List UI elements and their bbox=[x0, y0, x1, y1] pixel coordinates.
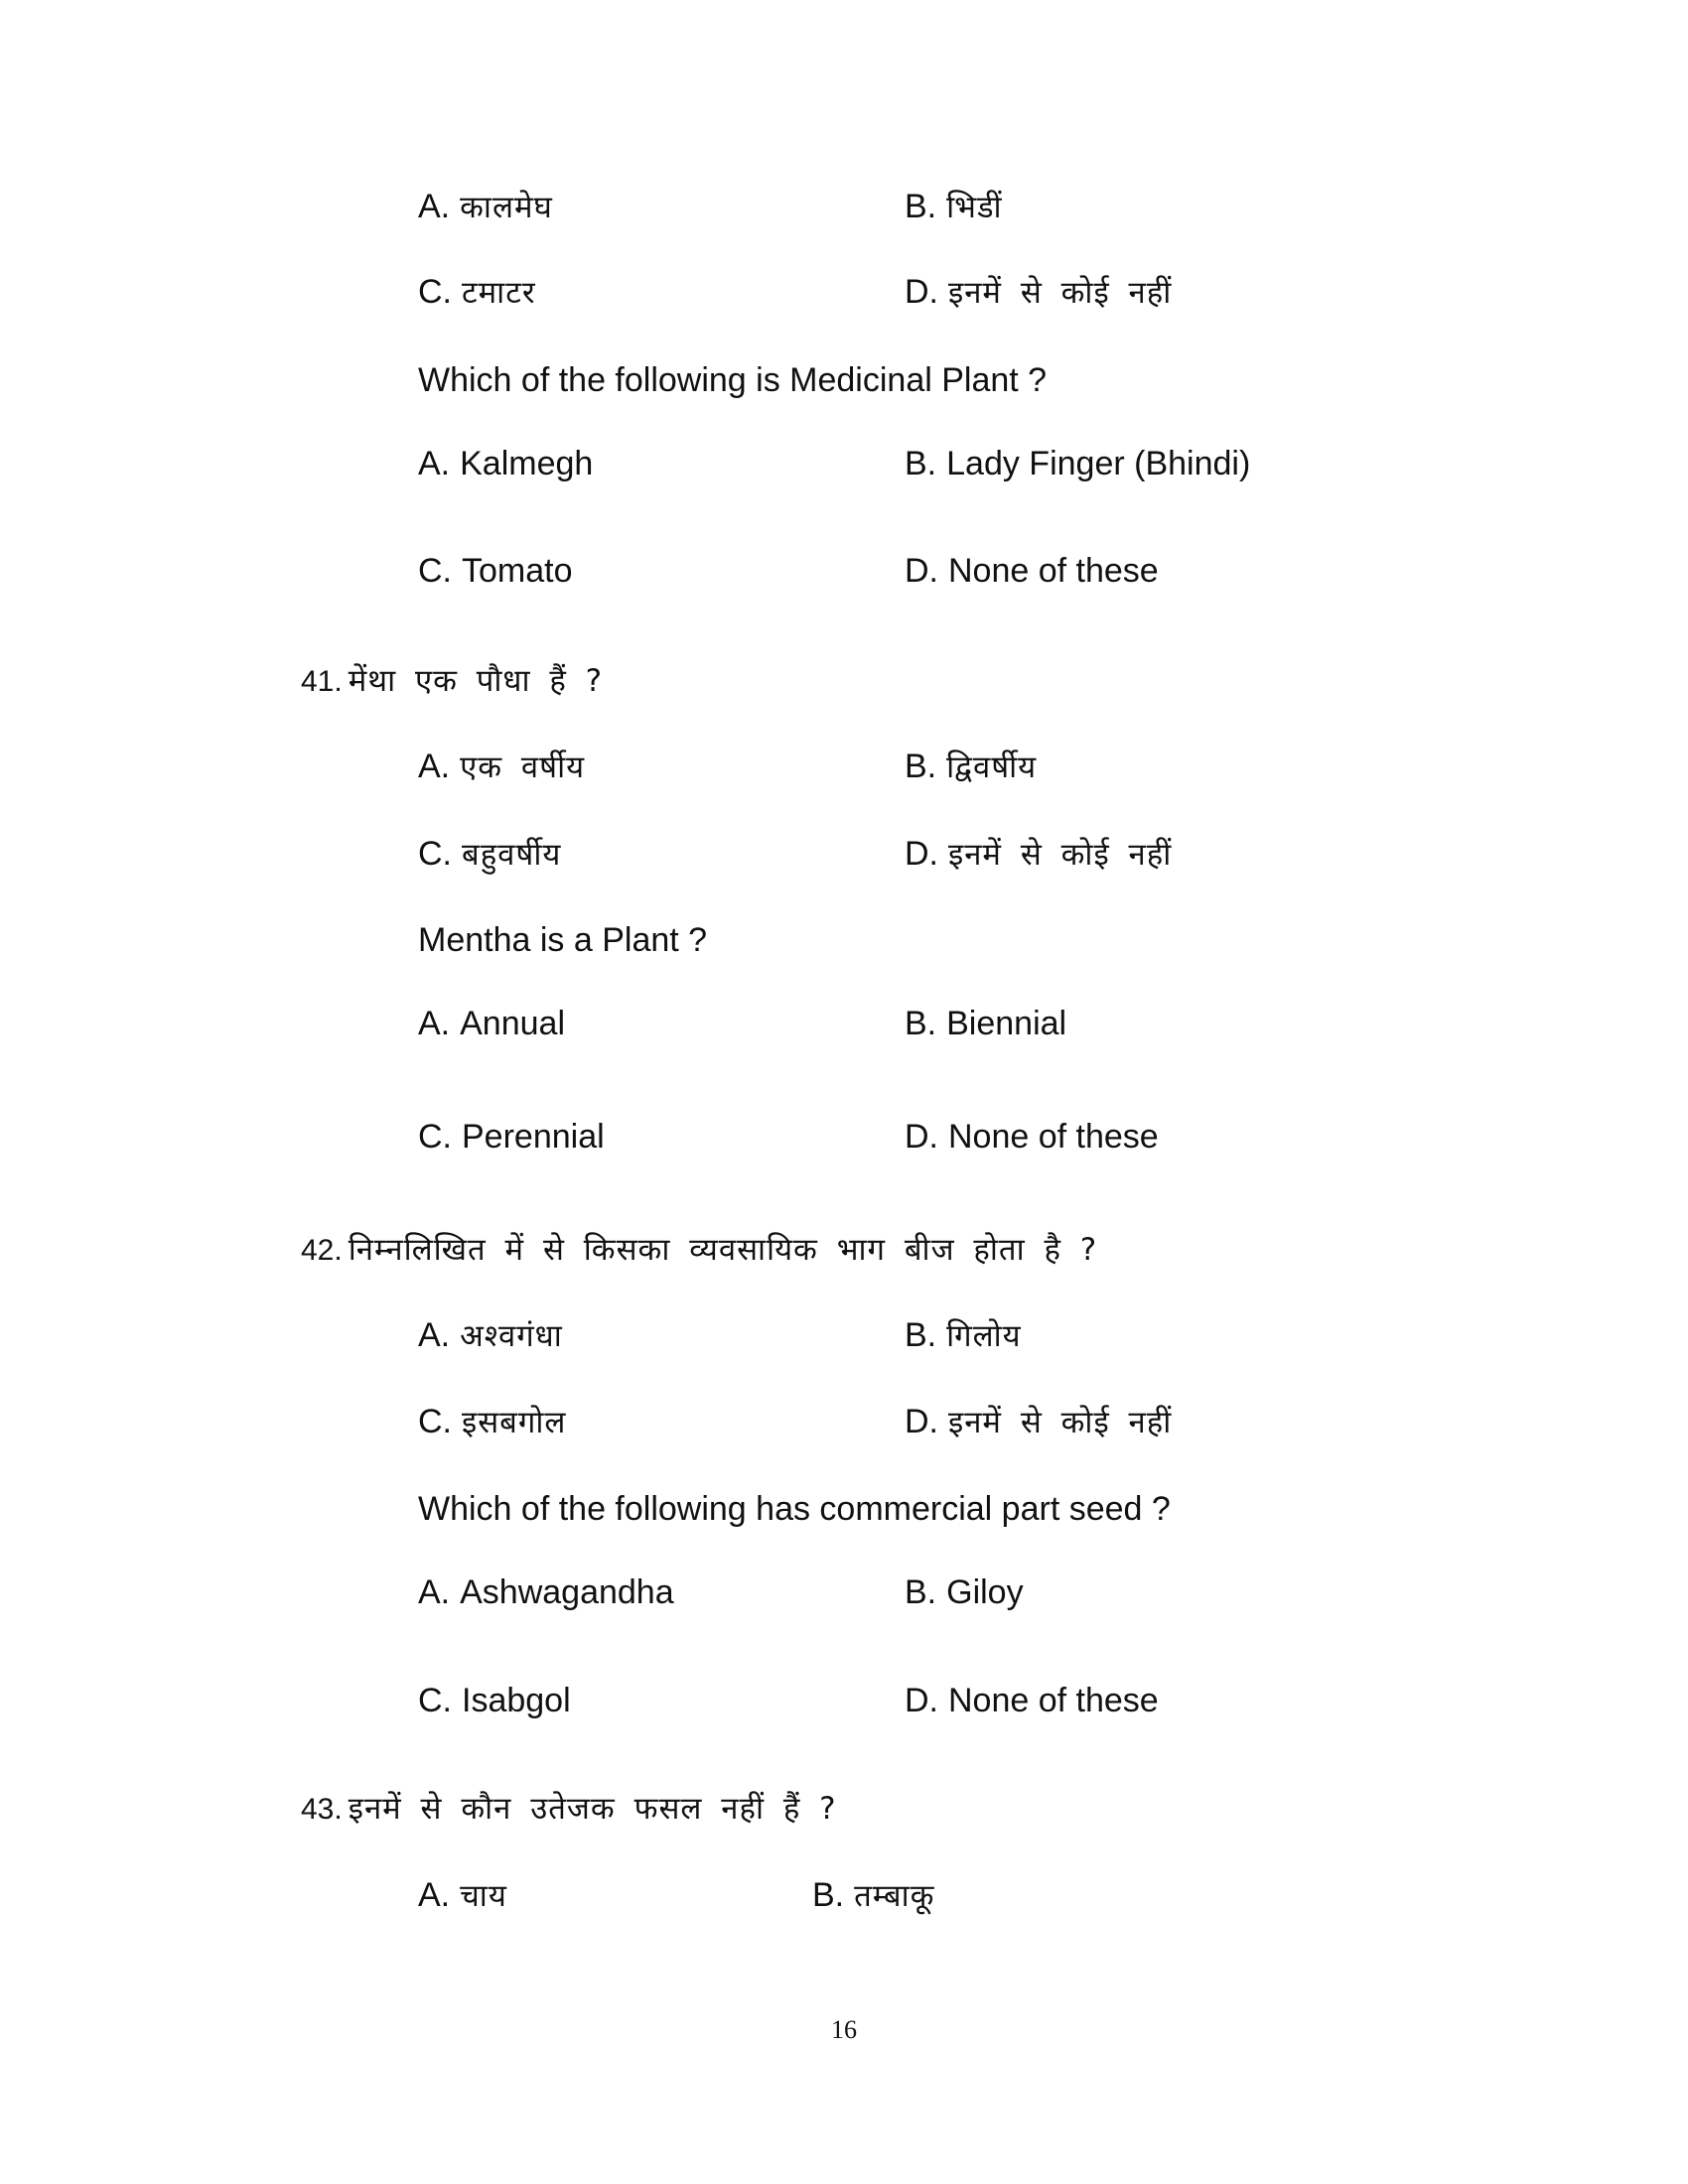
option-text: इनमें से कोई नहीं bbox=[948, 837, 1173, 873]
question-43-hi bbox=[301, 1786, 837, 1830]
option-letter: D. bbox=[905, 835, 938, 873]
option-letter: C. bbox=[418, 835, 452, 873]
option-text: Isabgol bbox=[462, 1682, 571, 1719]
option-en-a bbox=[418, 1002, 565, 1045]
option-letter: D. bbox=[905, 273, 938, 311]
option-hi-a bbox=[418, 1313, 563, 1357]
option-hi-c bbox=[418, 270, 536, 314]
question-text: इनमें से कौन उतेजक फसल नहीं हैं ? bbox=[348, 1791, 837, 1827]
option-letter: A. bbox=[418, 1005, 451, 1042]
question-text: निम्नलिखित में से किसका व्यवसायिक भाग बीज होता है ? bbox=[348, 1232, 1098, 1268]
option-letter: A. bbox=[418, 445, 451, 482]
option-text: इनमें से कोई नहीं bbox=[948, 275, 1173, 311]
page-number: 16 bbox=[831, 2015, 857, 2044]
question-en: Which of the following is Medicinal Plant ? bbox=[418, 361, 1048, 399]
option-en-b bbox=[905, 1002, 1066, 1045]
option-text: Perennial bbox=[462, 1118, 605, 1156]
question-41-hi bbox=[301, 658, 603, 702]
option-letter: D. bbox=[905, 1118, 938, 1156]
option-letter: A. bbox=[418, 748, 451, 785]
option-letter: B. bbox=[905, 445, 937, 482]
option-letter: B. bbox=[905, 748, 937, 785]
option-hi-b bbox=[905, 185, 1003, 228]
option-letter: A. bbox=[418, 1876, 451, 1914]
option-hi-d bbox=[905, 832, 1172, 876]
option-hi-c bbox=[418, 832, 561, 876]
option-text: इसबगोल bbox=[462, 1405, 567, 1440]
option-text: None of these bbox=[948, 1118, 1159, 1156]
option-letter: A. bbox=[418, 188, 451, 225]
option-letter: C. bbox=[418, 1403, 452, 1440]
option-text: एक वर्षीय bbox=[460, 750, 586, 785]
option-text: द्विवर्षीय bbox=[946, 750, 1038, 785]
option-text: Annual bbox=[460, 1005, 565, 1042]
option-text: Lady Finger (Bhindi) bbox=[946, 445, 1251, 482]
question-42-hi bbox=[301, 1227, 1097, 1271]
question-41-en: Mentha is a Plant ? bbox=[418, 921, 708, 959]
option-en-a bbox=[418, 442, 593, 485]
option-letter: A. bbox=[418, 1316, 451, 1354]
question-number: 42. bbox=[301, 1234, 343, 1267]
option-text: गिलोय bbox=[946, 1318, 1022, 1354]
option-letter: D. bbox=[905, 1682, 938, 1719]
option-text: बहुवर्षीय bbox=[462, 837, 562, 873]
option-letter: A. bbox=[418, 1573, 451, 1611]
option-en-b bbox=[905, 442, 1250, 485]
option-letter: D. bbox=[905, 552, 938, 590]
question-number: 41. bbox=[301, 665, 343, 698]
option-text: None of these bbox=[948, 1682, 1159, 1719]
option-hi-b bbox=[905, 1313, 1022, 1357]
option-text: अश्वगंधा bbox=[460, 1318, 563, 1354]
option-letter: B. bbox=[812, 1876, 845, 1914]
option-letter: B. bbox=[905, 1316, 937, 1354]
option-text: चाय bbox=[460, 1878, 507, 1914]
question-42-en: Which of the following has commercial part seed ? bbox=[418, 1490, 1171, 1528]
option-letter: B. bbox=[905, 1005, 937, 1042]
option-letter: D. bbox=[905, 1403, 938, 1440]
option-letter: B. bbox=[905, 188, 937, 225]
option-letter: C. bbox=[418, 1682, 452, 1719]
option-hi-a bbox=[418, 1873, 507, 1917]
option-text: Biennial bbox=[946, 1005, 1067, 1042]
option-hi-d bbox=[905, 1400, 1172, 1443]
option-hi-a bbox=[418, 745, 585, 788]
option-text: None of these bbox=[948, 552, 1159, 590]
option-en-d bbox=[905, 549, 1159, 593]
option-letter: B. bbox=[905, 1573, 937, 1611]
option-text: Giloy bbox=[946, 1573, 1024, 1611]
option-en-c bbox=[418, 1679, 571, 1722]
option-text: तम्बाकू bbox=[854, 1878, 935, 1914]
option-letter: C. bbox=[418, 552, 452, 590]
option-en-d bbox=[905, 1679, 1159, 1722]
option-en-b bbox=[905, 1570, 1024, 1614]
option-text: Kalmegh bbox=[460, 445, 594, 482]
option-text: भिडीं bbox=[946, 190, 1003, 225]
option-hi-b bbox=[812, 1873, 934, 1917]
option-letter: C. bbox=[418, 1118, 452, 1156]
option-en-c bbox=[418, 549, 573, 593]
option-hi-b bbox=[905, 745, 1037, 788]
option-en-d bbox=[905, 1115, 1159, 1159]
option-text: इनमें से कोई नहीं bbox=[948, 1405, 1173, 1440]
option-en-c bbox=[418, 1115, 605, 1159]
option-hi-d bbox=[905, 270, 1172, 314]
option-en-a bbox=[418, 1570, 674, 1614]
option-text: Tomato bbox=[462, 552, 573, 590]
question-text: मेंथा एक पौधा हैं ? bbox=[348, 663, 604, 699]
option-text: कालमेघ bbox=[460, 190, 553, 225]
option-hi-a bbox=[418, 185, 553, 228]
option-hi-c bbox=[418, 1400, 566, 1443]
question-number: 43. bbox=[301, 1793, 343, 1826]
option-text: टमाटर bbox=[462, 275, 536, 311]
option-text: Ashwagandha bbox=[460, 1573, 674, 1611]
option-letter: C. bbox=[418, 273, 452, 311]
